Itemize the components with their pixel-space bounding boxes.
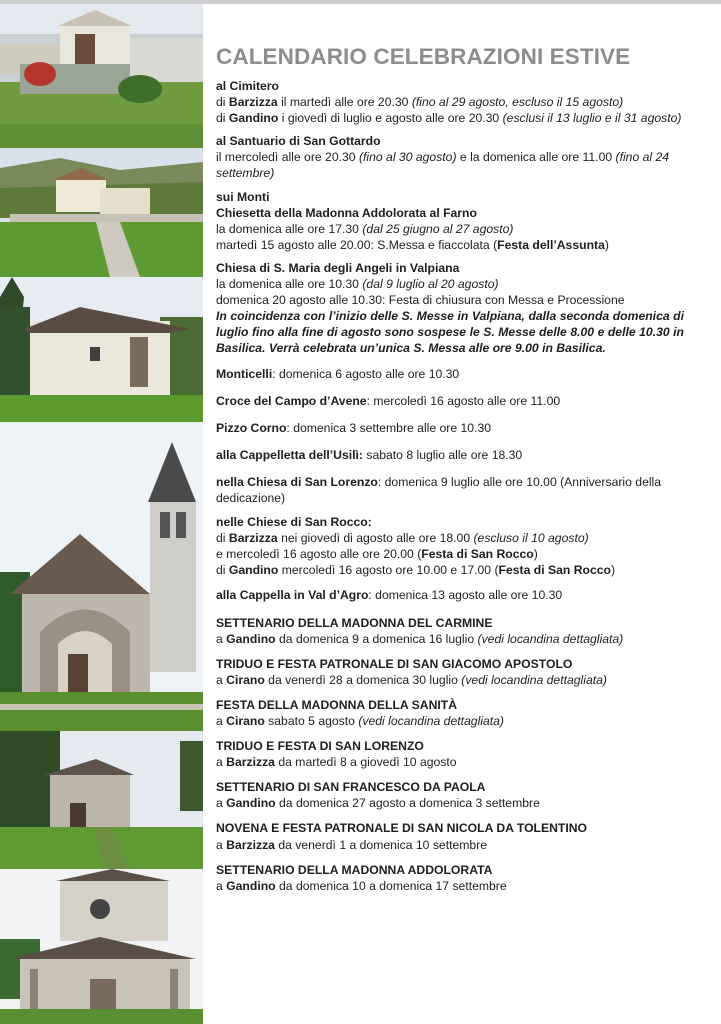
gottardo-italic1: (fino al 30 agosto) [358, 150, 457, 165]
entry-croce [216, 393, 714, 409]
festa-4-pre: a [216, 796, 223, 811]
gottardo-text: il mercoledì alle ore 20.30 [216, 150, 356, 165]
festa-2 [216, 697, 714, 729]
rocco-heading: nelle Chiese di San Rocco: [216, 515, 372, 530]
festa-6 [216, 862, 714, 894]
festa-1-text: da venerdì 28 a domenica 30 luglio [268, 672, 458, 687]
monti-l1: la domenica alle ore 17.30 [216, 221, 359, 236]
valpiana-l1: la domenica alle ore 10.30 [216, 277, 359, 292]
rocco-l1-pre: di [216, 531, 226, 546]
festa-3-pre: a [216, 755, 223, 770]
valpiana-heading: Chiesa di S. Maria degli Angeli in Valpiana [216, 260, 460, 275]
festa-3-text: da martedì 8 a giovedì 10 agosto [278, 755, 457, 770]
rocco-l2-end: ) [533, 547, 538, 562]
calendar-content [216, 44, 714, 894]
section-monti [216, 189, 714, 253]
festa-5-place: Barzizza [226, 837, 275, 852]
cimitero-l1-italic: (fino al 29 agosto, escluso il 15 agosto) [411, 95, 624, 110]
cimitero-heading: al Cimitero [216, 79, 279, 93]
festa-5-text: da venerdì 1 a domenica 10 settembre [278, 837, 488, 852]
valpiana-note: In coincidenza con l’inizio delle S. Messe in Valpiana, dalla seconda domenica di luglio fino alla fine di agosto sono sospese le S. Messe delle 8.00 e delle 10.30 in Basilica. Verrà celebrata un’unica S. Messa alle ore 9.00 in Basilica. [216, 309, 684, 356]
festa-3 [216, 738, 714, 770]
page-title: CALENDARIO CELEBRAZIONI ESTIVE [216, 44, 631, 69]
cimitero-l1-text: il martedì alle ore 20.30 [281, 95, 409, 110]
rocco-l2-bold: Festa di San Rocco [421, 547, 534, 562]
rocco-l3-bold: Festa di San Rocco [498, 563, 611, 578]
festa-1-title: TRIDUO E FESTA PATRONALE DI SAN GIACOMO APOSTOLO [216, 656, 573, 671]
gottardo-italic2: (fino al 24 settembre) [216, 150, 670, 181]
festa-1 [216, 656, 714, 688]
rocco-l1-text: nei giovedì di agosto alle ore 18.00 [281, 531, 471, 546]
photo-strip [0, 4, 203, 1024]
valpiana-l1-italic: (dal 9 luglio al 20 agosto) [362, 277, 499, 292]
rocco-l3-end: ) [610, 563, 616, 578]
festa-2-text: sabato 5 agosto [268, 714, 355, 728]
festa-6-text: da domenica 10 a domenica 17 settembre [279, 878, 507, 893]
festa-5-title: NOVENA E FESTA PATRONALE DI SAN NICOLA DA TOLENTINO [216, 821, 588, 836]
festa-0 [216, 615, 714, 647]
entry-val-agro [216, 587, 714, 603]
festa-6-pre: a [216, 878, 223, 893]
gottardo-heading: al Santuario di San Gottardo [216, 134, 381, 149]
valpiana-l2: domenica 20 agosto alle 10.30: Festa di chiusura con Messa e Processione [216, 293, 625, 308]
festa-5 [216, 820, 714, 852]
monti-heading: sui Monti [216, 189, 270, 204]
festa-4-text: da domenica 27 agosto a domenica 3 settembre [279, 796, 540, 811]
lorenzo-chiesa-text: : domenica 9 luglio alle ore 10.00 (Anniversario della dedicazione) [216, 474, 662, 505]
cimitero-l2-italic: (esclusi il 13 luglio e il 31 agosto) [502, 111, 682, 126]
single-3-text: sabato 8 luglio alle ore 18.30 [362, 447, 523, 462]
cimitero-l1-pre: di [216, 95, 226, 110]
single-1-place: Croce del Campo d’Avene [216, 393, 367, 408]
photo-valpiana [0, 277, 203, 422]
section-gottardo [216, 133, 714, 181]
photo-chapel-roadside [0, 731, 203, 869]
photo-san-gottardo [0, 148, 203, 277]
entry-monticelli [216, 366, 714, 382]
festa-4-title: SETTENARIO DI SAN FRANCESCO DA PAOLA [216, 780, 486, 795]
cimitero-l2-place: Gandino [228, 111, 279, 126]
festa-1-place: Cirano [226, 672, 265, 687]
single-3-place: alla Cappelletta dell’Usilì: [216, 447, 363, 462]
single-0-place: Monticelli [216, 366, 273, 381]
rocco-l3-pre: di [216, 563, 226, 578]
photo-san-lorenzo [0, 422, 203, 731]
festa-0-text: da domenica 9 a domenica 16 luglio [279, 631, 475, 646]
single-2-text: : domenica 3 settembre alle ore 10.30 [286, 420, 492, 435]
cimitero-l2-text: i giovedì di luglio e agosto alle ore 20.30 [281, 111, 500, 126]
single-1-text: : mercoledì 16 agosto alle ore 11.00 [366, 393, 561, 408]
section-rocco [216, 514, 714, 578]
rocco-l1-place: Barzizza [228, 531, 278, 546]
lorenzo-chiesa-place: nella Chiesa di San Lorenzo [216, 474, 378, 489]
festa-2-title: FESTA DELLA MADONNA DELLA SANITÀ [216, 697, 458, 712]
agro-text: : domenica 13 agosto alle ore 10.30 [368, 588, 563, 603]
festa-2-pre: a [216, 714, 223, 728]
festa-1-pre: a [216, 672, 223, 687]
festa-4-place: Gandino [226, 796, 276, 811]
monti-subheading: Chiesetta della Madonna Addolorata al Farno [216, 205, 477, 220]
agro-place: alla Cappella in Val d’Agro [216, 588, 369, 603]
section-valpiana [216, 260, 714, 357]
festa-3-place: Barzizza [226, 755, 275, 770]
photo-cemetery [0, 4, 203, 148]
festa-6-place: Gandino [226, 878, 276, 893]
gottardo-text2: e la domenica alle ore 11.00 [459, 150, 613, 165]
entry-usili [216, 447, 714, 463]
festa-0-place: Gandino [226, 631, 276, 646]
festa-2-italic: (vedi locandina dettagliata) [358, 714, 504, 728]
festa-0-title: SETTENARIO DELLA MADONNA DEL CARMINE [216, 615, 493, 630]
festa-3-title: TRIDUO E FESTA DI SAN LORENZO [216, 739, 424, 754]
cimitero-l2-pre: di [216, 111, 226, 126]
rocco-l2: e mercoledì 16 agosto alle ore 20.00 ( [216, 547, 422, 562]
festa-2-place: Cirano [226, 714, 265, 728]
festa-5-pre: a [216, 837, 223, 852]
monti-l2-end: ) [604, 237, 609, 252]
entry-pizzo-corno [216, 420, 714, 436]
rocco-l3-text: mercoledì 16 agosto ore 10.00 e 17.00 ( [281, 563, 499, 578]
cimitero-l1-place: Barzizza [228, 95, 278, 110]
festa-1-italic: (vedi locandina dettagliata) [461, 672, 607, 687]
photo-chapel-portico [0, 869, 203, 1024]
entry-lorenzo-chiesa [216, 474, 678, 506]
festa-0-italic: (vedi locandina dettagliata) [477, 631, 624, 646]
rocco-l1-italic: (escluso il 10 agosto) [473, 531, 589, 546]
single-0-text: : domenica 6 agosto alle ore 10.30 [272, 366, 460, 381]
section-cimitero [216, 78, 714, 126]
monti-l2-bold: Festa dell’Assunta [497, 237, 605, 252]
rocco-l3-place: Gandino [228, 563, 279, 578]
festa-0-pre: a [216, 631, 223, 646]
single-2-place: Pizzo Corno [216, 420, 287, 435]
monti-l1-italic: (dal 25 giugno al 27 agosto) [362, 221, 514, 236]
festa-6-title: SETTENARIO DELLA MADONNA ADDOLORATA [216, 862, 493, 877]
festa-4 [216, 779, 714, 811]
monti-l2: martedì 15 agosto alle 20.00: S.Messa e fiaccolata ( [216, 237, 498, 252]
